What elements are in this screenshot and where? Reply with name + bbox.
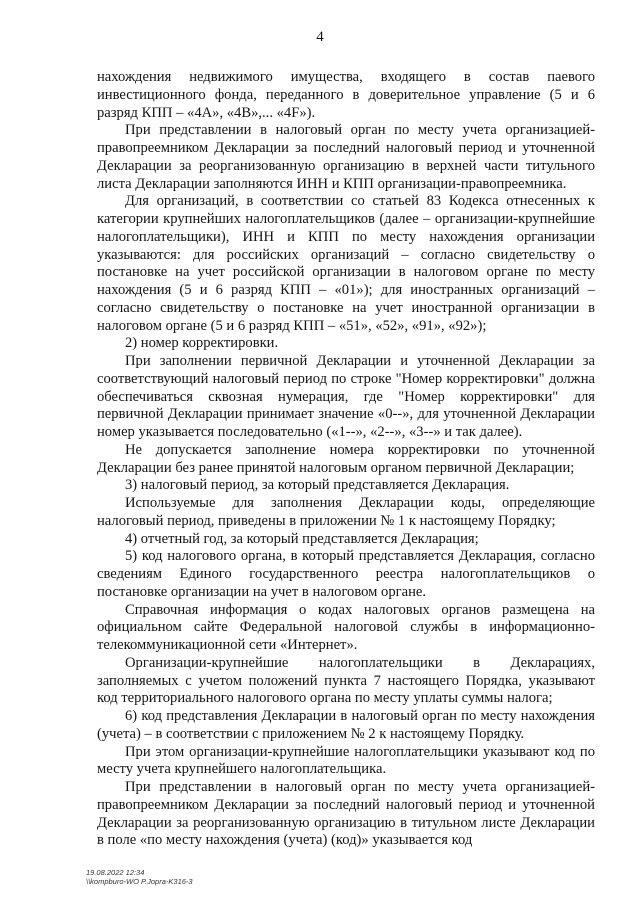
paragraph-9: 4) отчетный год, за который представляется Декларация; — [125, 530, 479, 547]
paragraph-15: При представлении в налоговый орган по месту учета организацией-правопреемником Декларации за последний налоговый период и уточненной Декларации за реорганизованную организацию в титульном листе Декларации в поле «по месту нахождения (учета) (код)» указывается код — [97, 779, 595, 849]
paragraph-11: Справочная информация о кодах налоговых органов размещена на официальном сайте Федеральной налоговой службы в информационно-телекоммуникационной сети «Интернет». — [97, 601, 595, 653]
paragraph-14: При этом организации-крупнейшие налогоплательщики указывают код по месту учета крупнейшего налогоплательщика. — [97, 743, 595, 778]
paragraph-1: нахождения недвижимого имущества, входящего в состав паевого инвестиционного фонда, переданного в доверительное управление (5 и 6 разряд КПП – «4A», «4B»,... «4F»). — [97, 69, 595, 121]
document-body — [97, 69, 595, 850]
paragraph-10: 5) код налогового органа, в который представляется Декларация, согласно сведениям Единого государственного реестра налогоплательщиков о постановке организации на учет в налоговом органе. — [97, 548, 595, 600]
paragraph-12: Организации-крупнейшие налогоплательщики в Декларациях, заполняемых с учетом положений пункта 7 настоящего Порядка, указывают код территориального налогового органа по месту уплаты суммы налога; — [97, 654, 595, 707]
print-footer — [86, 868, 193, 886]
paragraph-6: Не допускается заполнение номера корректировки по уточненной Декларации без ранее принятой налоговым органом первичной Декларации; — [97, 441, 595, 476]
paragraph-5: При заполнении первичной Декларации и уточненной Декларации за соответствующий налоговый период по строке "Номер корректировки" должна обеспечиваться сквозная нумерация, где "Номер корректировки" для первичной Декларации принимает значение «0--», для уточненной Декларации номер указывается последовательно («1--», «2--», «3--» и так далее). — [97, 353, 595, 440]
paragraph-13: 6) код представления Декларации в налоговый орган по месту нахождения (учета) – в соответствии с приложением № 2 к настоящему Порядку. — [97, 708, 595, 742]
footer-file-path: \\kompburo-WO P.Jopra-K316-3 — [86, 877, 193, 886]
paragraph-4: 2) номер корректировки. — [125, 335, 279, 352]
paragraph-8: Используемые для заполнения Декларации коды, определяющие налоговый период, приведены в приложении № 1 к настоящему Порядку; — [97, 495, 595, 529]
paragraph-7: 3) налоговый период, за который представляется Декларация. — [125, 477, 510, 494]
paragraph-3: Для организаций, в соответствии со статьей 83 Кодекса отнесенных к категории крупнейших налогоплательщиков (далее – организации-крупнейшие налогоплательщики), ИНН и КПП по месту нахождения организации указываются: для российских организаций – согласно свидетельству о постановке на учет российской организации в налоговом органе по месту нахождения (5 и 6 разряд КПП – «01»); для иностранных организаций – согласно свидетельству о постановке на учет иностранной организации в налоговом органе (5 и 6 разряд КПП – «51», «52», «91», «92»); — [97, 193, 595, 334]
paragraph-2: При представлении в налоговый орган по месту учета организацией-правопреемником Декларации за последний налоговый период и уточненной Декларации за реорганизованную организацию в верхней части титульного листа Декларации заполняются ИНН и КПП организации-правопреемника. — [97, 122, 595, 192]
footer-timestamp: 19.08.2022 12:34 — [86, 868, 145, 877]
page-number: 4 — [316, 29, 324, 45]
